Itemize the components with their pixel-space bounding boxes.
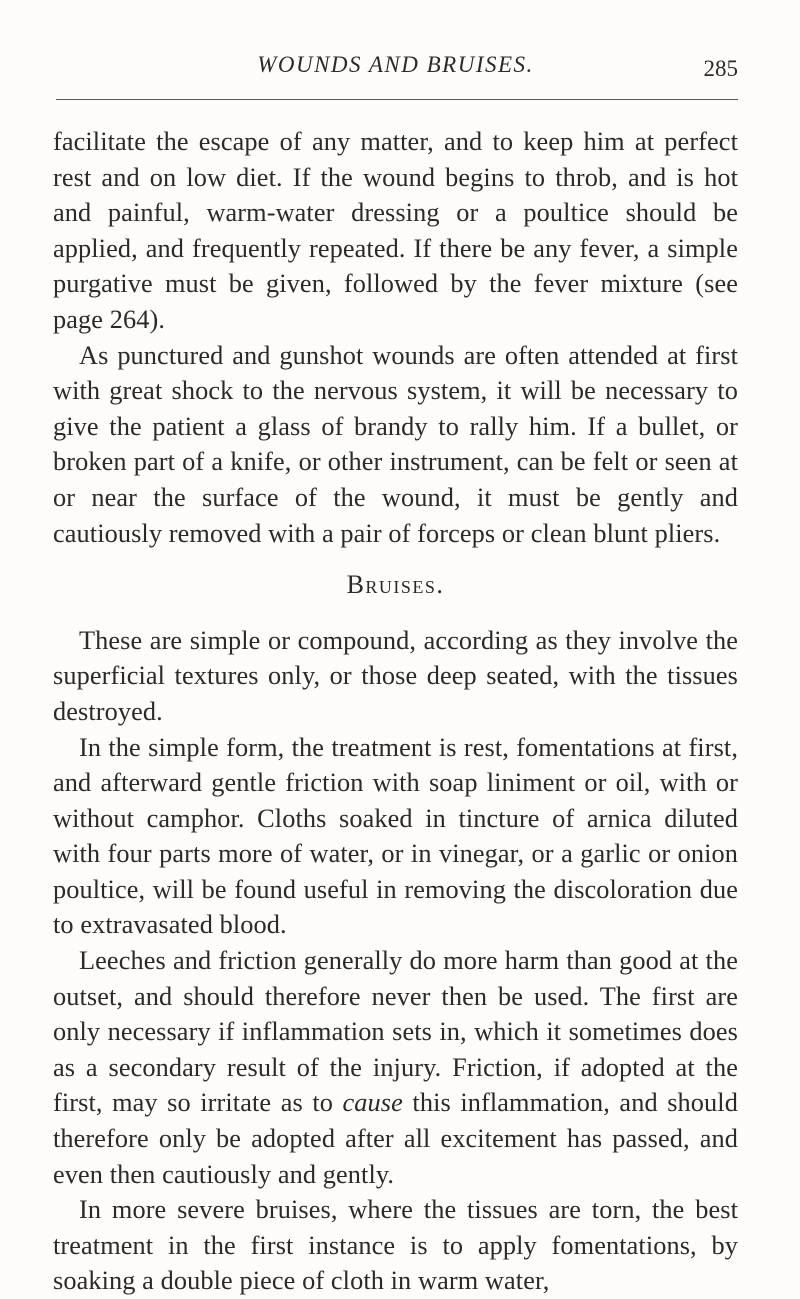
page-number: 285 [703,56,738,81]
body-text [53,124,738,1299]
section-heading: Bruises. [346,570,445,600]
emphasized-word: cause [342,1088,403,1118]
paragraph: These are simple or compound, according as they involve the superficial textures only, or those deep seated, with the tissues destroyed. [53,625,738,726]
header-rule [56,99,738,100]
running-head [53,52,738,88]
paragraph: facilitate the escape of any matter, and to keep him at perfect rest and on low diet. If the wound begins to throb, and is hot and painful, warm-water dressing or a poultice should be applied, and frequently repeated. If there be any fever, a simple purgative must be given, followed by the fever mixture (see page 264). [53,127,738,334]
paragraph: As punctured and gunshot wounds are often attended at first with great shock to the nervous system, it will be necessary to give the patient a glass of brandy to rally him. If a bullet, or broken part of a knife, or other instrument, can be felt or seen at or near the surface of the wound, it must be gently and cautiously removed with a pair of forceps or clean blunt pliers. [53,340,738,548]
paragraph: In the simple form, the treatment is rest, fomentations at first, and afterward gentle friction with soap liniment or oil, with or without camphor. Cloths soaked in tincture of arnica diluted with four parts more of water, or in vinegar, or a garlic or onion poultice, will be found useful in removing the discoloration due to extravasated blood. [53,732,738,940]
running-title: WOUNDS AND BRUISES. [257,52,534,77]
paragraph: In more severe bruises, where the tissues are torn, the best treatment in the first instance is to apply fomentations, by soaking a double piece of cloth in warm water, [53,1195,738,1296]
paragraph-text: Leeches and friction generally do more harm than good at the outset, and should therefore never then be used. The first are only necessary if inflammation sets in, which it sometimes does as a secondary result of the injury. Friction, if adopted at the first, may so irritate as to [53,946,738,1118]
paragraph-text: this inflammation, and should therefore only be adopted after all excitement has passed, and even then cautiously and gently. [53,1088,738,1189]
paragraph [53,943,738,1192]
book-page [53,52,738,1296]
